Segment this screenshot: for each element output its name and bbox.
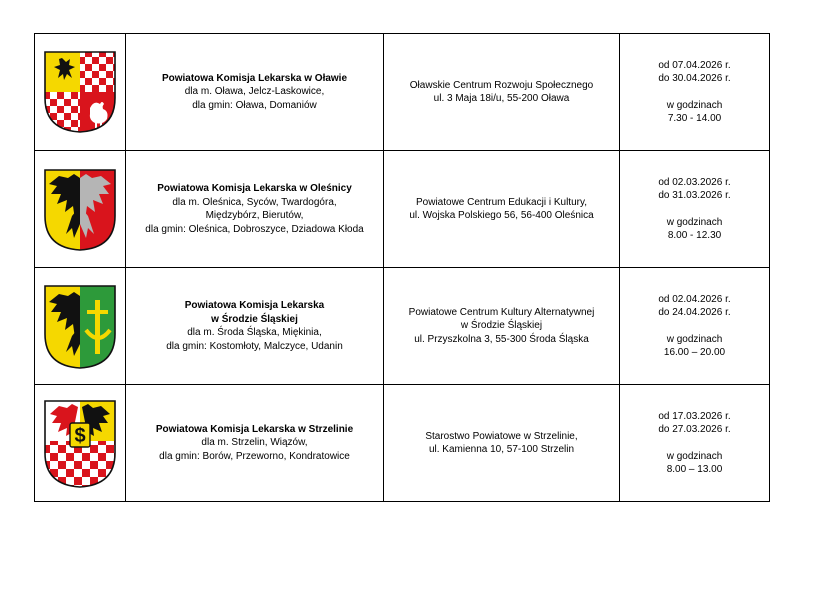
date-to: do 27.03.2026 r.	[658, 424, 731, 435]
hours-label: w godzinach	[666, 99, 723, 111]
olawa-coat-of-arms-icon	[43, 50, 117, 134]
table-row	[35, 34, 770, 151]
jurisdiction-line: dla gmin: Oleśnica, Dobroszyce, Dziadowa Kłoda	[145, 223, 364, 235]
hours-label: w godzinach	[666, 333, 723, 345]
address-cell	[384, 268, 620, 385]
commission-title: Powiatowa Komisja Lekarska w Strzelinie	[155, 423, 354, 435]
address-line: Starostwo Powiatowe w Strzelinie,	[425, 430, 578, 442]
date-cell	[620, 151, 770, 268]
hours-value: 7.30 - 14.00	[667, 113, 722, 124]
address-line: Powiatowe Centrum Kultury Alternatywnej	[408, 306, 595, 318]
date-from: od 02.04.2026 r.	[658, 293, 731, 305]
hours-value: 8.00 – 13.00	[666, 464, 723, 475]
address-line: ul. Kamienna 10, 57-100 Strzelin	[428, 444, 575, 455]
jurisdiction-line: Międzybórz, Bierutów,	[205, 210, 304, 221]
olesnica-coat-of-arms-icon	[42, 166, 118, 252]
hours-label: w godzinach	[666, 216, 723, 228]
address-line: Oławskie Centrum Rozwoju Społecznego	[409, 79, 594, 91]
address-cell	[384, 151, 620, 268]
address-line: Powiatowe Centrum Edukacji i Kultury,	[416, 196, 587, 208]
date-to: do 31.03.2026 r.	[658, 190, 731, 201]
strzelin-coat-of-arms-icon	[42, 397, 118, 489]
date-from: od 02.03.2026 r.	[658, 176, 731, 188]
commission-title-line2: w Środzie Śląskiej	[211, 313, 298, 325]
table-row	[35, 268, 770, 385]
address-cell	[384, 34, 620, 151]
crest-cell	[35, 268, 126, 385]
address-cell	[384, 385, 620, 502]
address-line: w Środzie Śląskiej	[460, 320, 543, 332]
commission-name-cell	[126, 268, 384, 385]
commission-title: Powiatowa Komisja Lekarska w Oleśnicy	[157, 183, 352, 194]
jurisdiction-line: dla gmin: Oława, Domaniów	[192, 99, 317, 111]
date-cell	[620, 385, 770, 502]
commission-name-cell	[126, 151, 384, 268]
date-cell	[620, 268, 770, 385]
hours-label: w godzinach	[666, 450, 723, 462]
commission-title: Powiatowa Komisja Lekarska w Oławie	[161, 72, 348, 84]
date-to: do 24.04.2026 r.	[658, 307, 731, 318]
jurisdiction-line: dla gmin: Borów, Przeworno, Kondratowice	[159, 450, 350, 462]
address-line: ul. Przyszkolna 3, 55-300 Środa Śląska	[414, 333, 589, 345]
commission-name-cell	[126, 34, 384, 151]
date-from: od 17.03.2026 r.	[658, 410, 731, 422]
crest-cell	[35, 385, 126, 502]
crest-cell	[35, 34, 126, 151]
date-from: od 07.04.2026 r.	[658, 59, 731, 71]
jurisdiction-line: dla m. Strzelin, Wiązów,	[201, 437, 308, 449]
commission-name-cell	[126, 385, 384, 502]
address-line: ul. 3 Maja 18i/u, 55-200 Oława	[433, 93, 570, 104]
jurisdiction-line: dla gmin: Kostomłoty, Malczyce, Udanin	[166, 340, 343, 352]
date-to: do 30.04.2026 r.	[658, 73, 731, 84]
jurisdiction-line: dla m. Oława, Jelcz-Laskowice,	[184, 86, 325, 98]
svg-text:$: $	[74, 425, 86, 447]
jurisdiction-line: dla m. Oleśnica, Syców, Twardogóra,	[172, 196, 337, 208]
table-row	[35, 151, 770, 268]
hours-value: 8.00 - 12.30	[667, 230, 722, 241]
commission-schedule-table	[34, 33, 770, 502]
table-row	[35, 385, 770, 502]
sroda-slaska-coat-of-arms-icon	[42, 282, 118, 370]
hours-value: 16.00 – 20.00	[663, 347, 726, 358]
date-cell	[620, 34, 770, 151]
address-line: ul. Wojska Polskiego 56, 56-400 Oleśnica	[409, 210, 594, 221]
crest-cell	[35, 151, 126, 268]
jurisdiction-line: dla m. Środa Śląska, Miękinia,	[187, 327, 322, 338]
commission-title: Powiatowa Komisja Lekarska	[184, 300, 325, 311]
